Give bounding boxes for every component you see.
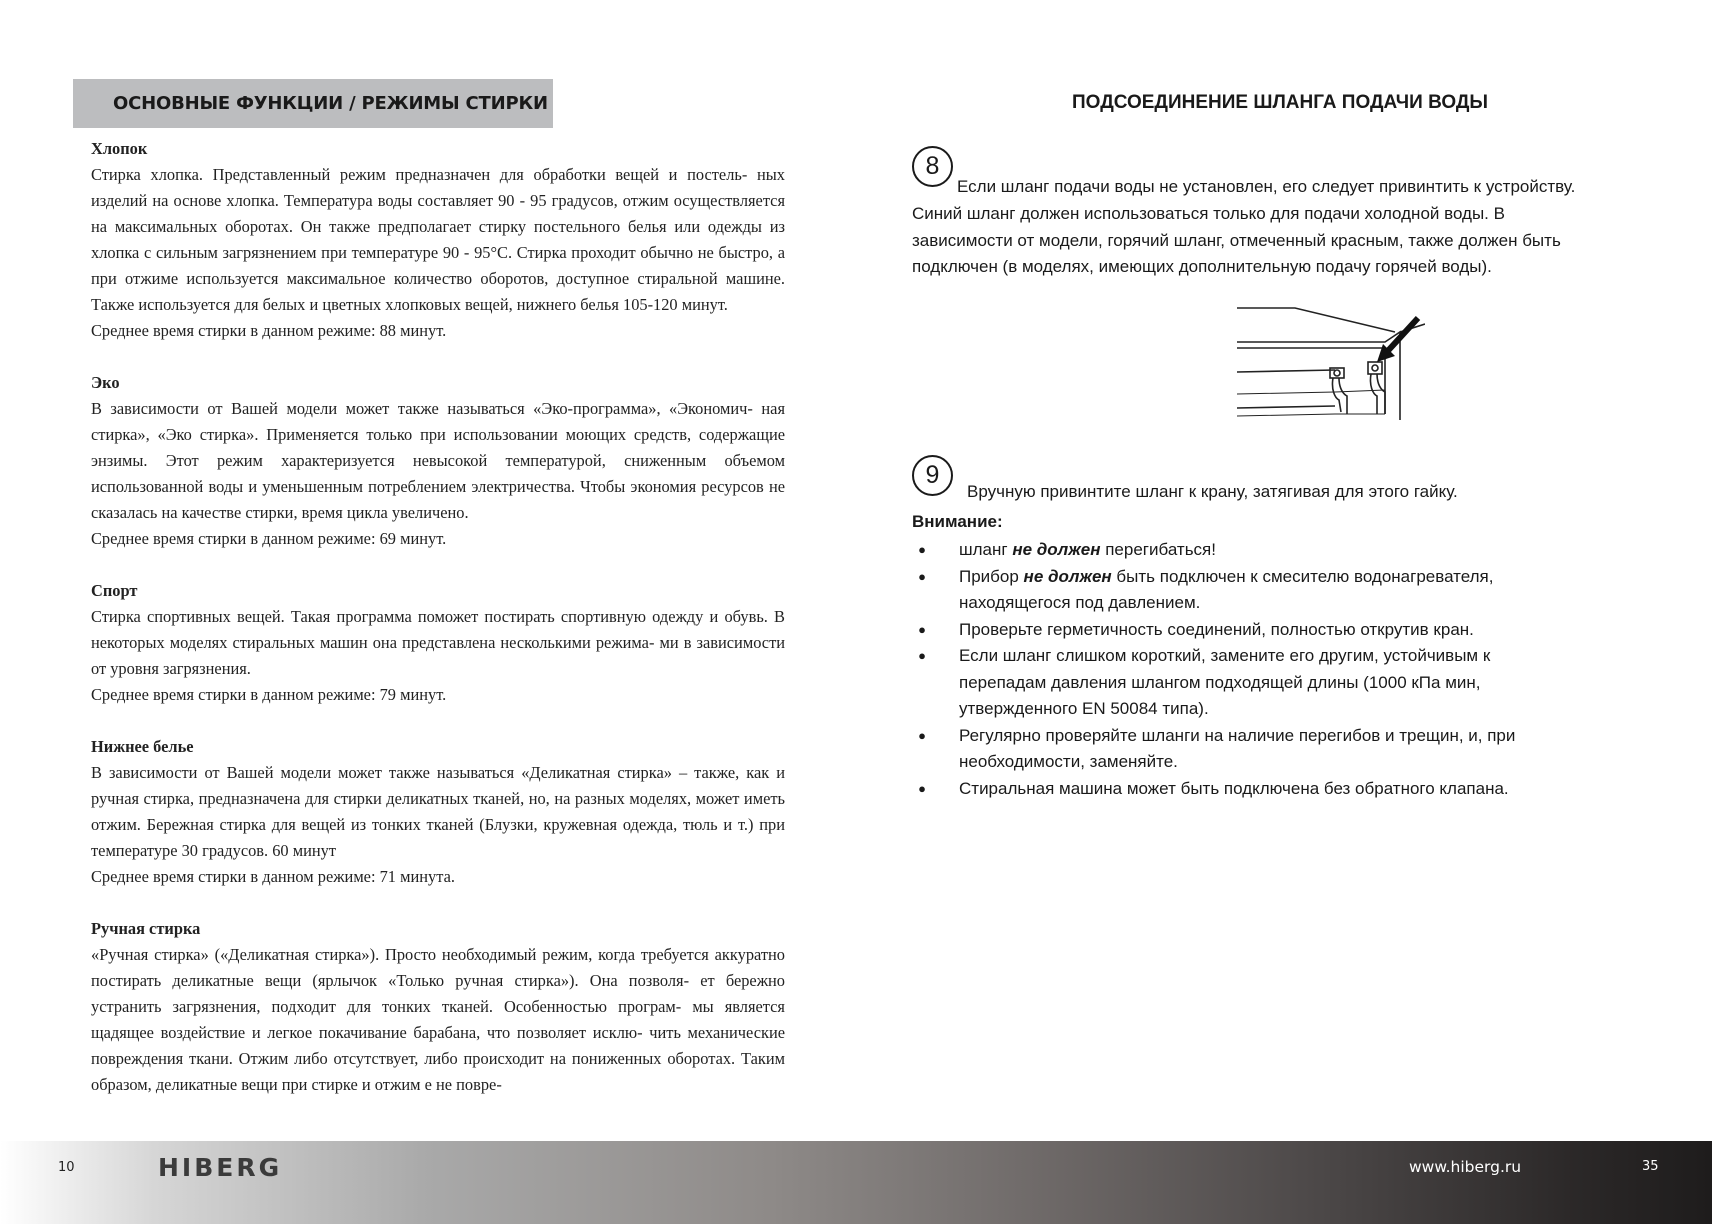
text-line: «Ручная стирка» («Деликатная стирка»). Просто необходимый режим, когда требуется <box>91 945 709 964</box>
mode-time: Среднее время стирки в данном режиме: 79 минут. <box>91 685 447 704</box>
list-item: ● Стиральная машина может быть подключена без обратного клапана. <box>912 776 1612 803</box>
hose-connection-illustration <box>1235 302 1425 424</box>
mode-paragraph <box>91 942 785 1098</box>
text-line: подключен (в моделях, имеющих дополнительную подачу горячей воды). <box>912 257 1492 276</box>
text-line: аккуратно постирать деликатные вещи (ярлычок «Только ручная стирка»). Она позволя- <box>91 945 785 990</box>
text-line: ная стирка», «Эко стирка». Применяется только при использовании моющих средств, <box>91 399 785 444</box>
text-line: обувь. В некоторых моделях стиральных машин она представлена несколькими режима- <box>91 607 785 652</box>
text-line: как и ручная стирка, предназначена для стирки деликатных тканей, но, на разных <box>91 763 785 808</box>
section-banner <box>73 79 553 128</box>
text-line: пониженных оборотах. Таким образом, деликатные вещи при стирке и отжим е не повре- <box>91 1049 785 1094</box>
mode-paragraph <box>91 396 785 526</box>
mode-heading: Ручная стирка <box>91 919 201 938</box>
text-line: хлопковых вещей, нижнего белья 105-120 минут. <box>385 295 728 314</box>
text-line: Стирка спортивных вещей. Такая программа поможет постирать спортивную одежду и <box>91 607 719 626</box>
text-line: чить механические повреждения ткани. Отжим либо отсутствует, либо происходит на <box>91 1023 785 1068</box>
list-item: ● Регулярно проверяйте шланги на наличие перегибов и трещин, и, при необходимости, заменяйте. <box>912 723 1612 776</box>
text-line: В зависимости от Вашей модели может также называться «Деликатная стирка» – также, <box>91 763 740 782</box>
attention-label: Внимание: <box>912 512 1003 531</box>
mode-paragraph <box>91 760 785 864</box>
list-item: ● шланг не должен перегибаться! <box>912 537 1612 564</box>
arrow-icon <box>1377 318 1418 362</box>
step-9-text: Вручную привинтите шланг к крану, затягивая для этого гайку. <box>967 482 1458 501</box>
mode-paragraph <box>91 604 785 682</box>
text-line: ных изделий на основе хлопка. Температура воды составляет 90 - 95 градусов, отжим <box>91 165 785 210</box>
step-8-text <box>912 201 1612 281</box>
list-item: ● Проверьте герметичность соединений, полностью открутив кран. <box>912 617 1612 644</box>
brand-logo: HIBERG <box>158 1153 283 1182</box>
section-title: ОСНОВНЫЕ ФУНКЦИИ / РЕЖИМЫ СТИРКИ <box>113 93 548 114</box>
mode-heading: Хлопок <box>91 139 148 158</box>
step-8-number-icon: 8 <box>912 146 953 187</box>
text-line: ет бережно устранить загрязнения, подходит для тонких тканей. Особенностью програм- <box>91 971 785 1016</box>
text-line: оборотов, доступное стиральной машине. Также используется для белых и цветных <box>91 269 785 314</box>
page-number-right: 35 <box>1642 1159 1659 1174</box>
left-tap-icon <box>1330 368 1347 414</box>
mode-paragraph <box>91 162 785 318</box>
text-line: мы является щадящее воздействие и легкое покачивание барабана, что позволяет исклю- <box>91 997 785 1042</box>
text-line: экономия ресурсов не сказалась на качестве стирки, время цикла увеличено. <box>91 477 785 522</box>
mode-time: Среднее время стирки в данном режиме: 88 минут. <box>91 321 447 340</box>
text-line: ми в зависимости от уровня загрязнения. <box>91 633 786 678</box>
mode-heading: Эко <box>91 373 120 392</box>
text-line: осуществляется на максимальных оборотах. Он также предполагает стирку постельного <box>91 191 785 236</box>
list-item: ● Если шланг слишком короткий, замените его другим, устойчивым к перепадам давления шлангом подходящей длины (1000 кПа мин, утвержденного EN 50084 типа). <box>912 643 1612 723</box>
mode-heading: Нижнее белье <box>91 737 194 756</box>
text-line: белья или одежды из хлопка с сильным загрязнением при температуре 90 - 95°С. Стирка <box>91 217 785 262</box>
text-line: Синий шланг должен использоваться только для подачи холодной воды. В <box>912 204 1505 223</box>
step-9-number-icon: 9 <box>912 455 953 496</box>
text-line: Стирка хлопка. Представленный режим предназначен для обработки вещей и постель- <box>91 165 748 184</box>
attention-list <box>912 537 1612 802</box>
text-line: кружевная одежда, тюль и т.) при температуре 30 градусов. 60 минут <box>91 815 785 860</box>
machine-top-edge <box>1237 308 1395 332</box>
text-line: В зависимости от Вашей модели может также называться «Эко-программа», «Экономич- <box>91 399 753 418</box>
text-line: проходит обычно не быстро, а при отжиме используется максимальное количество <box>91 243 785 288</box>
text-line: зависимости от модели, горячий шланг, отмеченный красным, также должен быть <box>912 230 1561 250</box>
list-item: ● Прибор не должен быть подключен к смесителю водонагревателя, находящегося под давлением. <box>912 564 1612 617</box>
wash-modes-text <box>91 136 785 1098</box>
bullet-icon: ● <box>918 568 926 584</box>
mode-heading: Спорт <box>91 581 138 600</box>
bullet-icon: ● <box>918 648 926 663</box>
website-link[interactable]: www.hiberg.ru <box>1409 1158 1522 1176</box>
page-title: ПОДСОЕДИНЕНИЕ ШЛАНГА ПОДАЧИ ВОДЫ <box>1072 92 1488 113</box>
bullet-icon: ● <box>918 727 926 743</box>
right-tap-icon <box>1368 362 1385 414</box>
step-8-first-line: Если шланг подачи воды не установлен, его следует привинтить к устройству. <box>957 177 1576 196</box>
bullet-icon: ● <box>918 542 926 557</box>
bullet-icon: ● <box>918 621 926 637</box>
mode-time: Среднее время стирки в данном режиме: 69 минут. <box>91 529 447 548</box>
text-line: содержащие энзимы. Этот режим характеризуется невысокой температурой, сниженным <box>91 425 785 470</box>
page-number-left: 10 <box>58 1160 75 1175</box>
text-line: объемом использованной воды и уменьшенным потреблением электричества. Чтобы <box>91 451 785 496</box>
mode-time: Среднее время стирки в данном режиме: 71 минута. <box>91 867 455 886</box>
text-line: моделях, может иметь отжим. Бережная стирка для вещей из тонких тканей (Блузки, <box>91 789 785 834</box>
bullet-icon: ● <box>918 780 926 796</box>
